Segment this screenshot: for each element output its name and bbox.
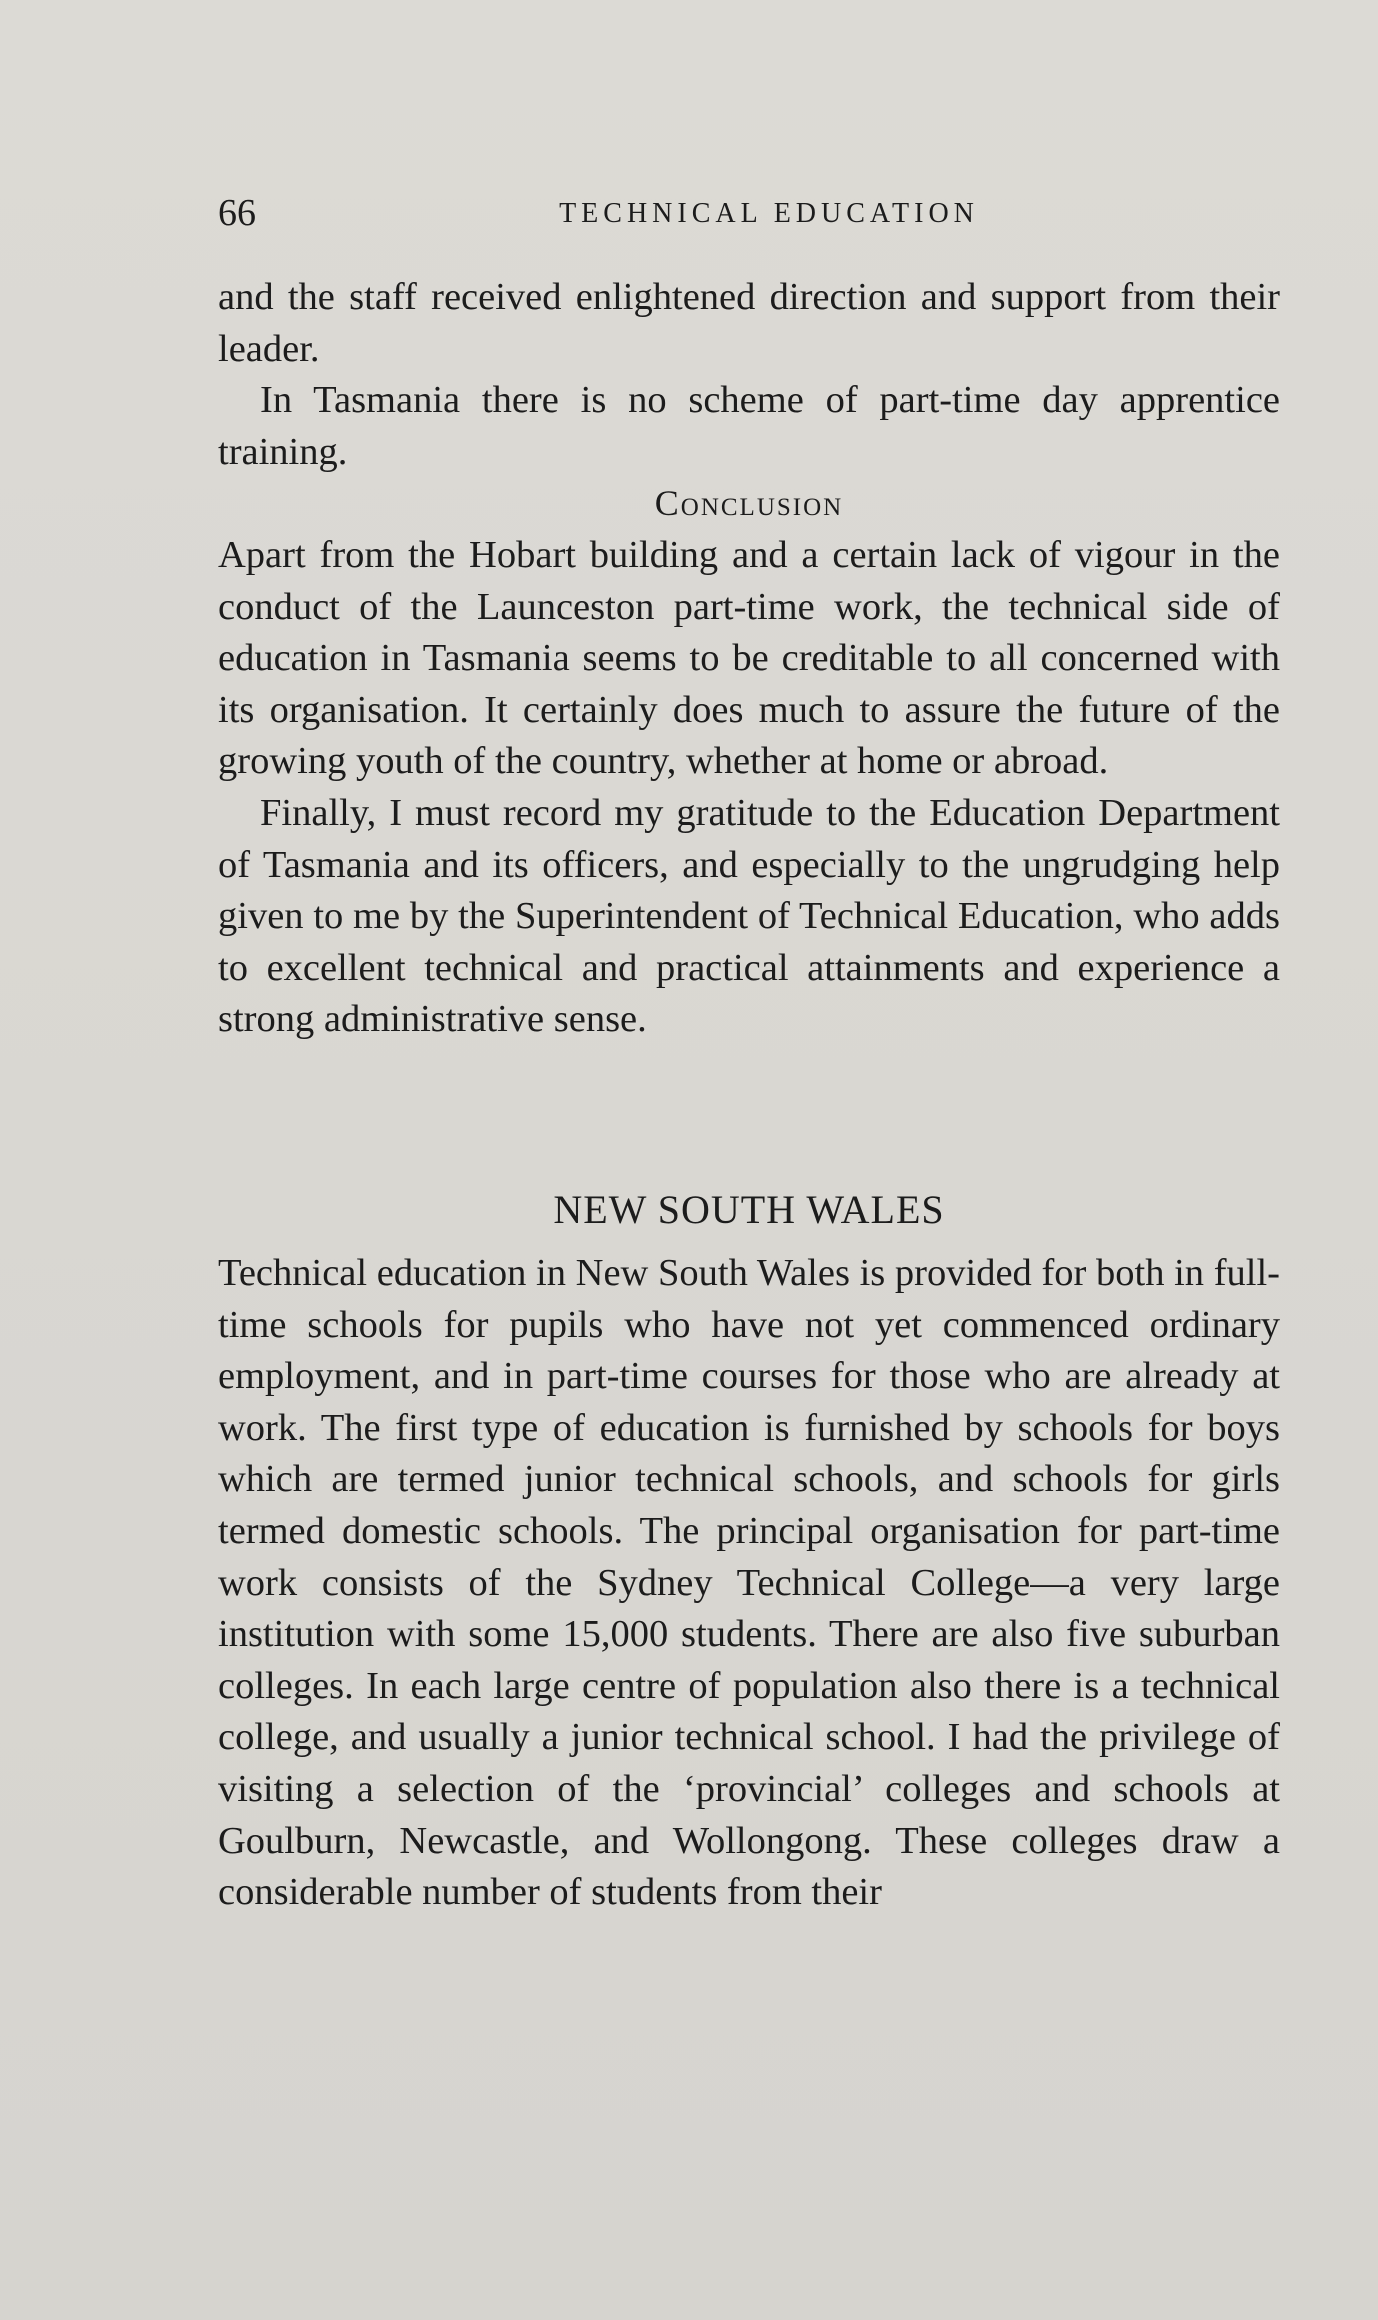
- section-heading-new-south-wales: NEW SOUTH WALES: [553, 1187, 945, 1232]
- paragraph-conclusion: Apart from the Hobart building and a certain lack of vigour in the conduct of the Launceston part-time work, the technical side of education in Tasmania seems to be creditable to all concerned with its organisation. It certainly does much to assure the future of the growing youth of the country, whether at home or abroad.: [218, 533, 1280, 783]
- page-number: 66: [218, 192, 256, 234]
- running-title: TECHNICAL EDUCATION: [559, 198, 979, 229]
- tasmania-section: [218, 272, 1280, 1046]
- paragraph-nsw-technical-education: Technical education in New South Wales is provided for both in full-time schools for pupils who have not yet commenced ordinary employment, and in part-time courses for those who are already at work. The first type of education is furnished by schools for boys which are termed junior technical schools, and schools for girls termed domestic schools. The principal organisation for part-time work consists of the Sydney Technical College—a very large institution with some 15,000 students. There are also five suburban colleges. In each large centre of population also there is a technical college, and usually a junior technical school. I had the privilege of visiting a selection of the ‘provincial’ colleges and schools at Goulburn, Newcastle, and Wollongong. These colleges draw a considerable number of students from their: [218, 1252, 1280, 1914]
- running-head: [218, 188, 1280, 238]
- paragraph-apprentice-training: In Tasmania there is no scheme of part-time day apprentice training.: [218, 379, 1280, 473]
- paragraph-gratitude: Finally, I must record my gratitude to the Education Department of Tasmania and its officers, and especially to the ungrudging help given to me by the Superintendent of Technical Education, who adds to excellent technical and practical attainments and experience a strong administrative sense.: [218, 791, 1280, 1041]
- conclusion-heading: Conclusion: [654, 483, 844, 524]
- new-south-wales-section: [218, 1248, 1280, 1919]
- paragraph-continuation: and the staff received enlightened direction and support from their leader.: [218, 276, 1280, 370]
